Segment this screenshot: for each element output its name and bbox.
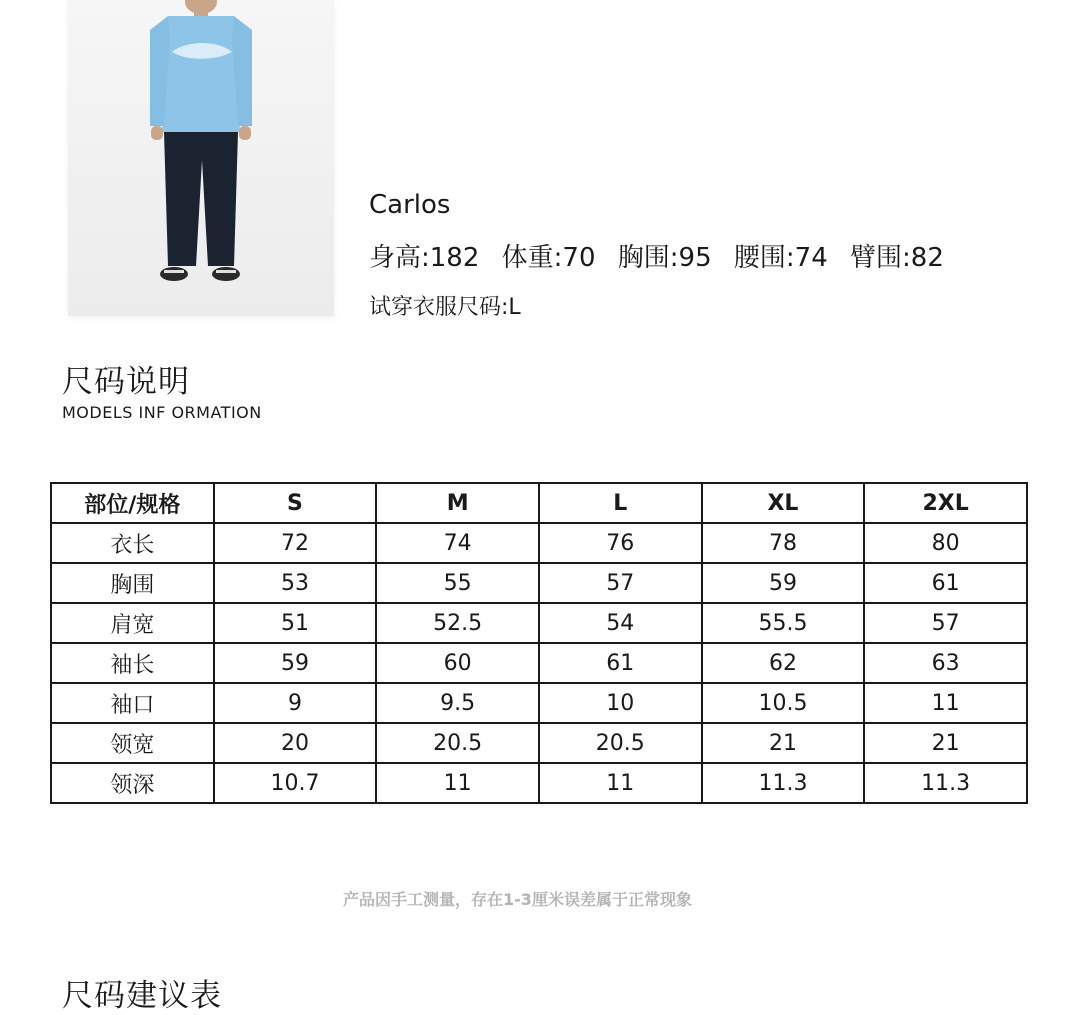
table-cell: 53 xyxy=(214,563,377,603)
table-row xyxy=(51,723,1027,763)
table-cell: 59 xyxy=(702,563,865,603)
table-header-row xyxy=(51,483,1027,523)
table-cell: 20.5 xyxy=(376,723,539,763)
model-size-tried: 试穿衣服尺码:L xyxy=(369,295,521,320)
table-row xyxy=(51,643,1027,683)
table-cell: 11 xyxy=(539,763,702,803)
table-row xyxy=(51,683,1027,723)
table-cell: 54 xyxy=(539,603,702,643)
model-photo xyxy=(68,0,334,316)
table-cell: 74 xyxy=(376,523,539,563)
table-cell: 57 xyxy=(539,563,702,603)
model-waist: 腰围:74 xyxy=(733,243,828,273)
table-cell: 10 xyxy=(539,683,702,723)
model-name: Carlos xyxy=(369,190,451,220)
table-cell: 11.3 xyxy=(864,763,1027,803)
measurement-note: 产品因手工测量，存在1-3厘米误差属于正常现象 xyxy=(343,890,692,909)
table-row xyxy=(51,603,1027,643)
table-cell: 63 xyxy=(864,643,1027,683)
model-chest: 胸围:95 xyxy=(617,243,712,273)
table-cell: 55 xyxy=(376,563,539,603)
table-row-label: 袖长 xyxy=(51,643,214,683)
table-cell: 60 xyxy=(376,643,539,683)
table-row-label: 肩宽 xyxy=(51,603,214,643)
size-section-title: 尺码说明 xyxy=(62,364,190,400)
table-cell: 10.7 xyxy=(214,763,377,803)
table-header-cell: S xyxy=(214,483,377,523)
model-height: 身高:182 xyxy=(369,243,480,273)
table-cell: 11.3 xyxy=(702,763,865,803)
table-cell: 21 xyxy=(702,723,865,763)
table-row xyxy=(51,523,1027,563)
table-row-label: 胸围 xyxy=(51,563,214,603)
table-cell: 9 xyxy=(214,683,377,723)
table-cell: 20 xyxy=(214,723,377,763)
model-weight: 体重:70 xyxy=(501,243,596,273)
table-header-cell: 部位/规格 xyxy=(51,483,214,523)
size-section-subtitle: MODELS INF ORMATION xyxy=(62,403,262,422)
table-cell: 62 xyxy=(702,643,865,683)
model-arm: 臂围:82 xyxy=(850,243,944,273)
table-header-cell: 2XL xyxy=(864,483,1027,523)
table-header-cell: XL xyxy=(702,483,865,523)
table-cell: 55.5 xyxy=(702,603,865,643)
table-cell: 11 xyxy=(864,683,1027,723)
table-header-cell: L xyxy=(539,483,702,523)
table-cell: 20.5 xyxy=(539,723,702,763)
table-header-cell: M xyxy=(376,483,539,523)
table-cell: 52.5 xyxy=(376,603,539,643)
table-row-label: 领深 xyxy=(51,763,214,803)
model-stats xyxy=(369,237,958,274)
table-cell: 72 xyxy=(214,523,377,563)
table-cell: 61 xyxy=(539,643,702,683)
table-cell: 57 xyxy=(864,603,1027,643)
table-cell: 76 xyxy=(539,523,702,563)
table-cell: 80 xyxy=(864,523,1027,563)
model-figure xyxy=(68,0,334,316)
table-cell: 9.5 xyxy=(376,683,539,723)
table-row-label: 衣长 xyxy=(51,523,214,563)
table-row-label: 领宽 xyxy=(51,723,214,763)
table-row xyxy=(51,563,1027,603)
table-cell: 11 xyxy=(376,763,539,803)
table-row-label: 袖口 xyxy=(51,683,214,723)
table-cell: 59 xyxy=(214,643,377,683)
table-cell: 10.5 xyxy=(702,683,865,723)
table-cell: 78 xyxy=(702,523,865,563)
recommend-section-title: 尺码建议表 xyxy=(62,978,222,1014)
table-cell: 21 xyxy=(864,723,1027,763)
table-cell: 51 xyxy=(214,603,377,643)
size-table xyxy=(50,482,1028,804)
table-cell: 61 xyxy=(864,563,1027,603)
table-row xyxy=(51,763,1027,803)
